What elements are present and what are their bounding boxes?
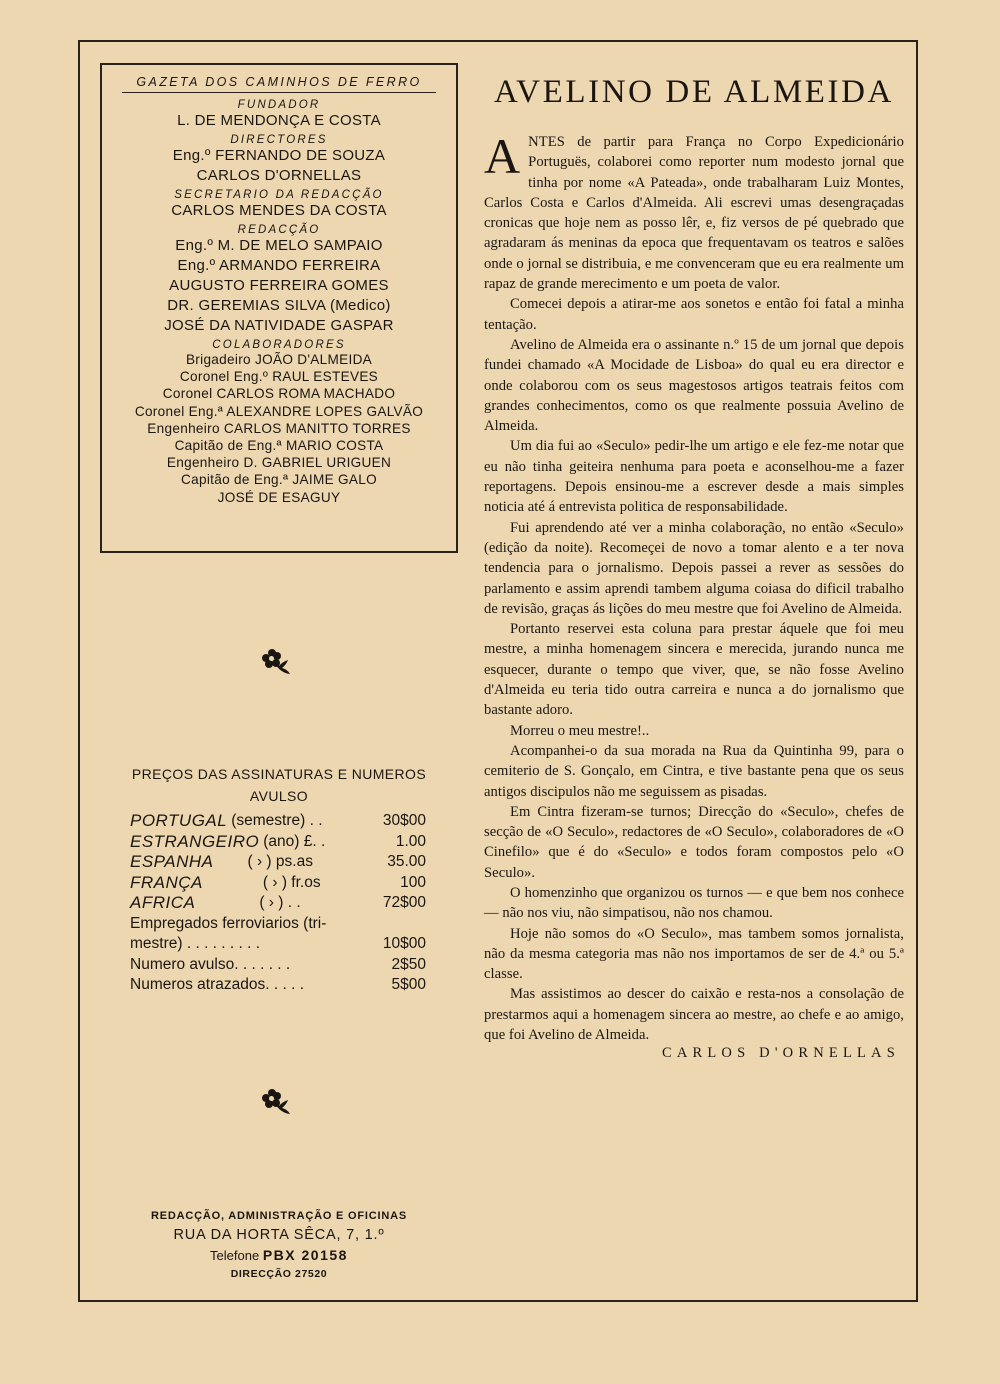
employees-label: Empregados ferroviarios (tri- xyxy=(130,914,327,932)
price-row-back-issues xyxy=(130,975,426,996)
admin-address: RUA DA HORTA SÊCA, 7, 1.º xyxy=(173,1227,385,1243)
secretary-name: CARLOS MENDES DA COSTA xyxy=(171,202,387,219)
editor-name: Eng.º ARMANDO FERREIRA xyxy=(177,257,381,274)
article-title: AVELINO DE ALMEIDA xyxy=(494,74,894,110)
price-row xyxy=(130,811,426,832)
article-paragraph: Acompanhei-o da sua morada na Rua da Quintinha 99, para o cemiterio de S. Gonçalo, em Cintra, e tive bastante pena que os seus antigos discipulos não me seguissem as pisadas. xyxy=(484,742,904,800)
phone-number: PBX 20158 xyxy=(262,1247,348,1263)
article-paragraph: Mas assistimos ao descer do caixão e resta-nos a consolação de prestarmos aqui a homenagem sincera ao mestre, ao chefe e ao amigo, que foi Avelino de Almeida. xyxy=(484,986,904,1044)
price-row xyxy=(130,852,426,873)
article-paragraph: Em Cintra fizeram-se turnos; Direcção do «Seculo», chefes de secção de «O Seculo», redactores de «O Seculo», colaboradores de «O Cinefilo» que é do «Seculo» e todos foram compostos pelo «O Seculo». xyxy=(484,803,904,881)
single-issue-label: Numero avulso. . . . . . . xyxy=(130,955,291,973)
admin-phone xyxy=(100,1245,458,1266)
price-country: FRANÇA xyxy=(130,872,203,892)
employees-label-cont: mestre) . . . . . . . . . xyxy=(130,935,261,952)
price-qualifier: ( › ) ps.as xyxy=(247,853,313,870)
masthead-box xyxy=(100,63,458,553)
employees-value: 10$00 xyxy=(382,935,426,952)
contributor-name: Capitão de Eng.ª MARIO COSTA xyxy=(174,438,384,454)
article-paragraph: Um dia fui ao «Seculo» pedir-lhe um artigo e ele fez-me notar que eu não tinha geiteira nenhuma para poeta e aconselhou-me a fazer reportagens. Depois ensinou-me a escrever desde a mais simples noticia até á entrevista politica de responsabilidade. xyxy=(484,438,904,516)
contributor-name: Engenheiro CARLOS MANITTO TORRES xyxy=(147,420,411,436)
article-paragraph: Morreu o meu mestre!.. xyxy=(510,722,650,739)
article-paragraph: Comecei depois a atirar-me aos sonetos e então foi fatal a minha tentação. xyxy=(484,296,904,333)
editor-name: AUGUSTO FERREIRA GOMES xyxy=(169,277,389,294)
drop-cap: A xyxy=(484,128,521,184)
price-row-employees xyxy=(130,914,426,935)
role-secretary: SECRETARIO DA REDACÇÃO xyxy=(174,189,384,201)
article-paragraph: Fui aprendendo até ver a minha colaboração, no então «Seculo» (edição da noite). Recomeçei de novo a tomar alento e a ter nova tendencia para o jornalismo. Depois passei a rever as sessões do parlamento e assim aprendi tambem alguma coiasa do dificil trabalho de revisão, graças ás lições do meu mestre que foi Avelino de Almeida. xyxy=(484,519,904,617)
editor-name: JOSÉ DA NATIVIDADE GASPAR xyxy=(164,317,394,334)
back-issues-label: Numeros atrazados. . . . . xyxy=(130,976,305,993)
director-name: Eng.º FERNANDO DE SOUZA xyxy=(172,147,386,164)
price-row-employees-cont xyxy=(130,934,426,955)
paper-title: GAZETA DOS CAMINHOS DE FERRO xyxy=(122,75,436,93)
role-founder: FUNDADOR xyxy=(237,99,321,111)
back-issues-value: 5$00 xyxy=(391,976,426,993)
contributor-name: Coronel Eng.ª ALEXANDRE LOPES GALVÃO xyxy=(134,403,424,419)
price-row xyxy=(130,873,426,894)
role-editorial: REDACÇÃO xyxy=(237,224,321,236)
article-paragraph: ANTES de partir para França no Corpo Expedicionário Portuguës, colaborei como reporter num modesto jornal que tinha por nome «A Pateada», onde trabalharam Luiz Montes, Carlos Costa e Carlos d'Almeida. Ali escrevi umas desengraçadas cronicas que hoje nem as posso lêr, e, fiz versos de pé quebrado que agradaram ás meninas da epoca que frequentavam os teatros e salões onde o jornal se distribuia, e me convenceram que eu era realmente um rapaz de grande merecimento e um poeta de valor. xyxy=(484,128,904,293)
price-country: ESTRANGEIRO xyxy=(130,831,260,851)
price-qualifier: (ano) £. . xyxy=(263,832,326,850)
admin-direction: DIRECÇÃO 27520 xyxy=(230,1268,328,1280)
price-qualifier: (semestre) . . xyxy=(231,812,323,829)
contributor-name: JOSÉ DE ESAGUY xyxy=(217,489,341,505)
contributor-name: Engenheiro D. GABRIEL URIGUEN xyxy=(166,455,392,471)
editor-name: DR. GEREMIAS SILVA (Medico) xyxy=(167,297,391,314)
contributor-name: Coronel Eng.º RAUL ESTEVES xyxy=(179,369,379,385)
contributor-name: Capitão de Eng.ª JAIME GALO xyxy=(181,472,377,488)
price-row xyxy=(130,893,426,914)
article-paragraph: Avelino de Almeida era o assinante n.º 15 de um jornal que depois fundei chamado «A Mocidade de Lisboa» do qual eu era director e onde colaborou com os seus magestosos artigos teatrais feitos com grandes conhecimentos, como os que realmente possuia Avelino de Almeida. xyxy=(484,336,904,435)
phone-label: Telefone xyxy=(210,1248,260,1263)
editor-name: Eng.º M. DE MELO SAMPAIO xyxy=(175,237,383,254)
contributor-name: Brigadeiro JOÃO D'ALMEIDA xyxy=(185,352,373,367)
article-paragraph: Hoje não somos do «O Seculo», mas tambem somos jornalista, não da mesma categoria mas não nos importamos de ser de 4.ª ou 5.ª classe. xyxy=(484,925,904,983)
article-paragraph: Portanto reservei esta coluna para prestar áquele que foi meu mestre, a minha homenagem sincera e merecida, jurando nunca me esquecer, durante o tempo que viver, que, se não fosse Avelino d'Almeida eu teria tido outra carreira e nunca a do jornalismo que bastante adoro. xyxy=(484,621,904,719)
article-paragraph: O homenzinho que organizou os turnos — e que bem nos conhece — não nos viu, não simpatisou, não nos chamou. xyxy=(484,884,904,922)
price-qualifier: ( › ) fr.os xyxy=(262,873,321,891)
price-value: 1.00 xyxy=(395,832,426,850)
director-name: CARLOS D'ORNELLAS xyxy=(196,167,362,184)
prices-heading-cont: AVULSO xyxy=(249,788,309,804)
role-contributors: COLABORADORES xyxy=(212,339,346,351)
price-value: 72$00 xyxy=(382,894,426,911)
administration-info xyxy=(100,1207,458,1282)
single-issue-value: 2$50 xyxy=(391,955,426,973)
founder-name: L. DE MENDONÇA E COSTA xyxy=(177,112,381,129)
left-column xyxy=(100,63,458,1280)
admin-heading: REDACÇÃO, ADMINISTRAÇÃO E OFICINAS xyxy=(151,1210,407,1222)
price-qualifier: ( › ) . . xyxy=(259,894,301,911)
price-country: PORTUGAL xyxy=(130,811,228,830)
price-value: 30$00 xyxy=(382,812,426,829)
subscription-prices xyxy=(100,763,458,996)
price-row xyxy=(130,832,426,853)
prices-heading: PREÇOS DAS ASSINATURAS E NUMEROS xyxy=(131,766,427,782)
flower-ornament-icon xyxy=(260,643,300,679)
article-signature: CARLOS D'ORNELLAS xyxy=(661,1045,900,1062)
price-value: 100 xyxy=(400,873,426,891)
role-directors: DIRECTORES xyxy=(230,134,328,146)
price-country: AFRICA xyxy=(130,893,196,912)
flower-ornament-icon xyxy=(260,1083,300,1119)
price-value: 35.00 xyxy=(387,853,426,870)
price-row-single xyxy=(130,955,426,976)
price-country: ESPANHA xyxy=(130,852,214,871)
contributor-name: Coronel CARLOS ROMA MACHADO xyxy=(162,386,396,402)
article-column xyxy=(484,70,904,1062)
article-body xyxy=(484,128,904,1045)
